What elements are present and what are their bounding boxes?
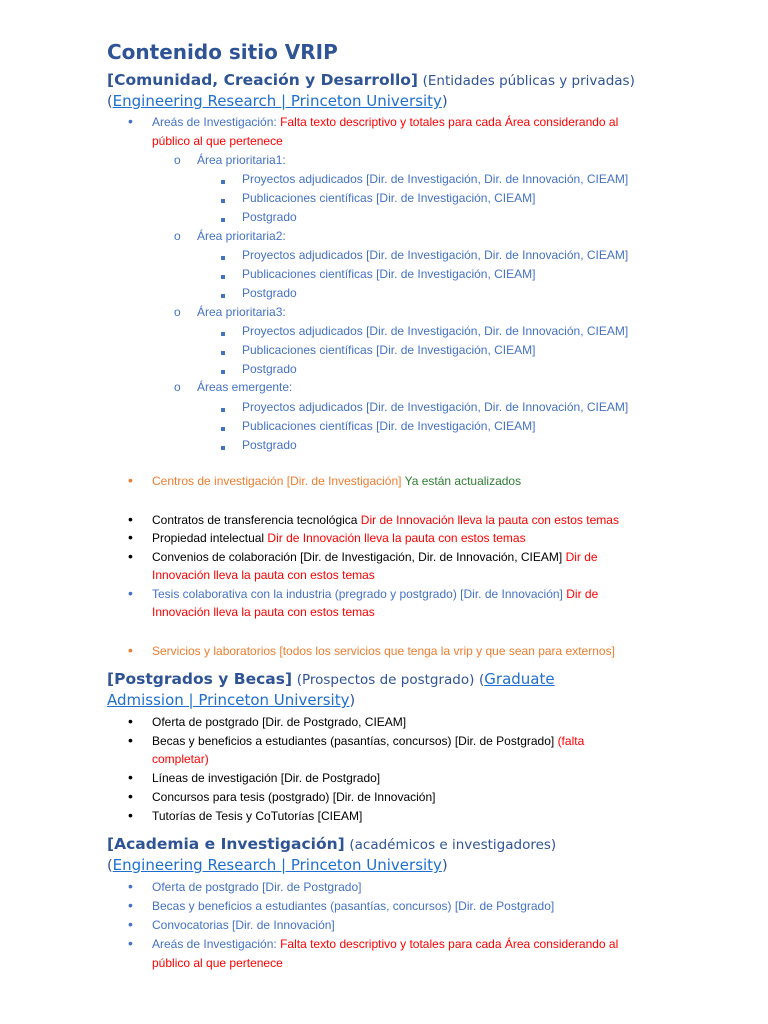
bullet-icon: • xyxy=(128,769,133,785)
list-item: Publicaciones científicas [Dir. de Investigación, CIEAM] xyxy=(242,191,536,205)
list-item-label: Becas y beneficios a estudiantes (pasantías, concursos) [Dir. de Postgrado] xyxy=(152,734,558,748)
list-item-label: Tesis colaborativa con la industria (pregrado y postgrado) [Dir. de Innovación] xyxy=(152,587,567,601)
section-academia-heading xyxy=(107,834,556,856)
comment-note-continued: completar) xyxy=(152,752,209,766)
princeton-engineering-link[interactable]: Engineering Research | Princeton University xyxy=(112,92,442,110)
section-subtitle: (académicos e investigadores) xyxy=(349,837,557,853)
list-item-label: Propiedad intelectual xyxy=(152,531,268,545)
list-item: Becas y beneficios a estudiantes (pasantías, concursos) [Dir. de Postgrado] xyxy=(152,899,555,913)
section-subtitle: (Entidades públicas y privadas) xyxy=(422,73,635,89)
list-item: Publicaciones científicas [Dir. de Investigación, CIEAM] xyxy=(242,267,536,281)
princeton-engineering-link[interactable]: Engineering Research | Princeton University xyxy=(112,856,442,874)
section-heading-text: [Postgrados y Becas] xyxy=(107,670,293,688)
list-item: Concursos para tesis (postgrado) [Dir. de Innovación] xyxy=(152,790,436,804)
sublist-label: Área prioritaria3: xyxy=(197,305,286,319)
list-item-label: Areás de Investigación: xyxy=(152,937,281,951)
sublist-label: Áreas emergente: xyxy=(197,380,293,394)
document-title: Contenido sitio VRIP xyxy=(107,40,338,64)
list-item-propiedad xyxy=(152,529,526,548)
status-note: Ya están actualizados xyxy=(401,474,522,488)
list-item-tesis xyxy=(152,585,598,604)
paren-close: ) xyxy=(441,94,448,110)
comment-note: Dir de Innovación lleva la pauta con estos temas xyxy=(267,531,526,545)
list-item-label: Contratos de transferencia tecnológica xyxy=(152,513,361,527)
section-subtitle: (Prospectos de postgrado) xyxy=(296,672,475,688)
list-item-label: Centros de investigación [Dir. de Investigación] xyxy=(152,474,402,488)
list-item: Proyectos adjudicados [Dir. de Investigación, Dir. de Innovación, CIEAM] xyxy=(242,324,629,338)
list-item-centros xyxy=(152,472,521,491)
bullet-icon: • xyxy=(128,548,133,564)
list-item: Oferta de postgrado [Dir. de Postgrado] xyxy=(152,880,362,894)
bullet-icon: • xyxy=(128,511,133,527)
bullet-icon: • xyxy=(128,113,133,129)
paren-open: ( xyxy=(479,672,485,688)
comment-note-continued: público al que pertenece xyxy=(152,956,283,970)
circle-bullet-icon: o xyxy=(174,229,181,243)
section-heading-text: [Comunidad, Creación y Desarrollo] xyxy=(107,71,419,89)
square-bullet-icon xyxy=(221,399,225,418)
list-item-areas xyxy=(152,113,618,132)
list-item-servicios: Servicios y laboratorios [todos los servicios que tenga la vrip y que sean para externos] xyxy=(152,644,615,658)
list-item-label: Convenios de colaboración [Dir. de Investigación, Dir. de Innovación, CIEAM] xyxy=(152,550,566,564)
bullet-icon: • xyxy=(128,732,133,748)
list-item: Oferta de postgrado [Dir. de Postgrado, CIEAM] xyxy=(152,715,407,729)
paren-open: ( xyxy=(107,858,113,874)
comment-note: (falta xyxy=(557,734,585,748)
comment-note: Dir de xyxy=(566,587,599,601)
bullet-icon: • xyxy=(128,713,133,729)
section-heading-text: [Academia e Investigación] xyxy=(107,835,345,853)
sublist-label: Área prioritaria2: xyxy=(197,229,286,243)
list-item: Proyectos adjudicados [Dir. de Investigación, Dir. de Innovación, CIEAM] xyxy=(242,400,629,414)
square-bullet-icon xyxy=(221,190,225,209)
square-bullet-icon xyxy=(221,342,225,361)
bullet-icon: • xyxy=(128,529,133,545)
list-item: Postgrado xyxy=(242,210,297,224)
circle-bullet-icon: o xyxy=(174,153,181,167)
list-item: Líneas de investigación [Dir. de Postgrado] xyxy=(152,771,381,785)
list-item: Publicaciones científicas [Dir. de Investigación, CIEAM] xyxy=(242,343,536,357)
square-bullet-icon xyxy=(221,418,225,437)
list-item: Tutorías de Tesis y CoTutorías [CIEAM] xyxy=(152,809,363,823)
section-comunidad-heading xyxy=(107,70,635,92)
square-bullet-icon xyxy=(221,247,225,266)
bullet-icon: • xyxy=(128,878,133,894)
comment-note-continued: Innovación lleva la pauta con estos temas xyxy=(152,605,375,619)
square-bullet-icon xyxy=(221,209,225,228)
list-item: Proyectos adjudicados [Dir. de Investigación, Dir. de Innovación, CIEAM] xyxy=(242,248,629,262)
list-item-convenios xyxy=(152,548,598,567)
square-bullet-icon xyxy=(221,171,225,190)
comment-note-continued: Innovación lleva la pauta con estos temas xyxy=(152,568,375,582)
section-postgrados-heading xyxy=(107,669,555,691)
circle-bullet-icon: o xyxy=(174,305,181,319)
princeton-graduate-link[interactable]: Graduate xyxy=(484,670,555,688)
bullet-icon: • xyxy=(128,935,133,951)
bullet-icon: • xyxy=(128,585,133,601)
bullet-icon: • xyxy=(128,642,133,658)
comment-note: Dir de Innovación lleva la pauta con estos temas xyxy=(360,513,619,527)
bullet-icon: • xyxy=(128,916,133,932)
square-bullet-icon xyxy=(221,266,225,285)
bullet-icon: • xyxy=(128,807,133,823)
list-item-contratos xyxy=(152,511,619,530)
list-item: Postgrado xyxy=(242,286,297,300)
list-item: Postgrado xyxy=(242,438,297,452)
section-comunidad-link-line xyxy=(107,91,448,113)
list-item: Proyectos adjudicados [Dir. de Investigación, Dir. de Innovación, CIEAM] xyxy=(242,172,629,186)
list-item-label: Areás de Investigación: xyxy=(152,115,281,129)
list-item: Postgrado xyxy=(242,362,297,376)
sublist-label: Área prioritaria1: xyxy=(197,153,286,167)
paren-open: ( xyxy=(107,94,113,110)
list-item-areas xyxy=(152,935,618,954)
bullet-icon: • xyxy=(128,897,133,913)
comment-note: Falta texto descriptivo y totales para cada Área considerando al xyxy=(280,115,619,129)
list-item: Publicaciones científicas [Dir. de Investigación, CIEAM] xyxy=(242,419,536,433)
comment-note-continued: público al que pertenece xyxy=(152,134,283,148)
circle-bullet-icon: o xyxy=(174,380,181,394)
list-item: Convocatorias [Dir. de Innovación] xyxy=(152,918,335,932)
bullet-icon: • xyxy=(128,788,133,804)
comment-note: Dir de xyxy=(565,550,598,564)
comment-note: Falta texto descriptivo y totales para cada Área considerando al xyxy=(280,937,619,951)
square-bullet-icon xyxy=(221,323,225,342)
bullet-icon: • xyxy=(128,472,133,488)
square-bullet-icon xyxy=(221,437,225,456)
square-bullet-icon xyxy=(221,285,225,304)
paren-close: ) xyxy=(441,858,448,874)
list-item-becas xyxy=(152,732,584,751)
princeton-graduate-link[interactable]: Admission | Princeton University xyxy=(107,691,350,709)
paren-close: ) xyxy=(349,693,356,709)
section-academia-link-line xyxy=(107,855,448,877)
section-postgrados-link-line xyxy=(107,690,355,712)
